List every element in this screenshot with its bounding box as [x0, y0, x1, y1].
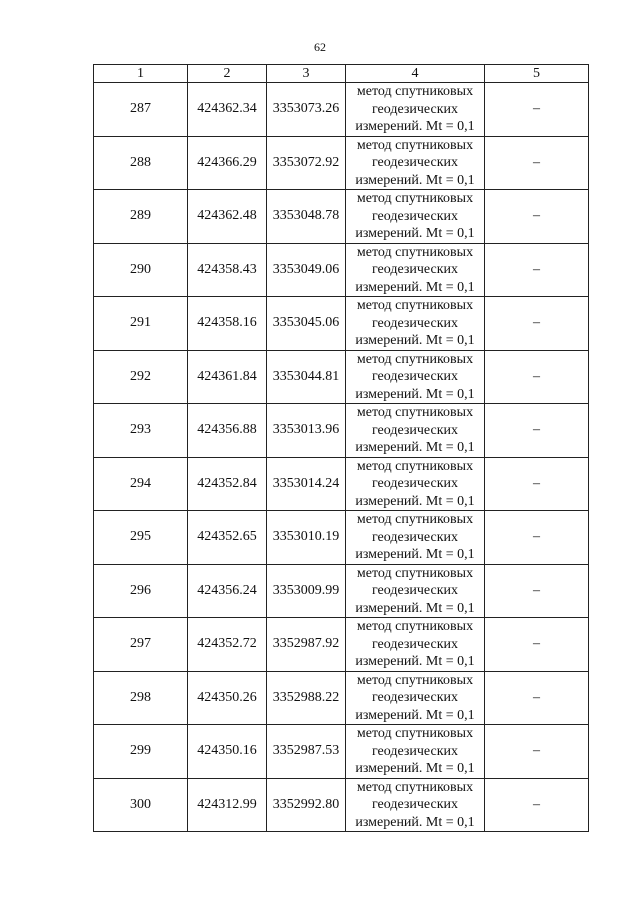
x-coordinate-cell: 424362.34: [188, 83, 267, 137]
x-coordinate-cell: 424352.65: [188, 511, 267, 565]
method-line: измерений. Mt = 0,1: [355, 279, 475, 295]
column-5-cell: –: [485, 671, 589, 725]
method-line: измерений. Mt = 0,1: [355, 814, 475, 830]
method-line: измерений. Mt = 0,1: [355, 440, 475, 455]
method-cell: [346, 350, 485, 404]
table-body: [94, 83, 589, 832]
point-number-cell: 296: [94, 564, 188, 618]
method-line: геодезических: [371, 208, 458, 224]
table-row: [94, 778, 589, 832]
point-number-cell: 297: [94, 618, 188, 672]
method-line: измерений. Mt = 0,1: [355, 707, 475, 723]
column-header: 5: [485, 65, 589, 83]
method-line: геодезических: [371, 476, 458, 491]
method-line: геодезических: [371, 529, 458, 545]
method-line: геодезических: [371, 155, 458, 170]
method-line: метод спутниковых: [356, 191, 474, 206]
column-header: 2: [188, 65, 267, 83]
point-number-cell: 295: [94, 511, 188, 565]
table-row: [94, 350, 589, 404]
x-coordinate-cell: 424362.48: [188, 190, 267, 244]
x-coordinate-cell: 424312.99: [188, 778, 267, 832]
y-coordinate-cell: 3352992.80: [267, 778, 346, 832]
table-row: [94, 671, 589, 725]
y-coordinate-cell: 3352988.22: [267, 671, 346, 725]
method-line: геодезических: [371, 369, 458, 384]
point-number-cell: 294: [94, 457, 188, 511]
y-coordinate-cell: 3353072.92: [267, 136, 346, 190]
method-line: измерений. Mt = 0,1: [355, 600, 475, 616]
method-line: измерений. Mt = 0,1: [355, 172, 475, 188]
method-cell: [346, 671, 485, 725]
y-coordinate-cell: 3353045.06: [267, 297, 346, 351]
method-line: метод спутниковых: [356, 137, 474, 153]
table-row: [94, 564, 589, 618]
method-cell: [346, 778, 485, 832]
column-5-cell: –: [485, 778, 589, 832]
table-row: [94, 618, 589, 672]
method-line: геодезических: [371, 315, 458, 331]
method-line: геодезических: [371, 797, 458, 812]
x-coordinate-cell: 424366.29: [188, 136, 267, 190]
method-line: метод спутниковых: [356, 619, 474, 634]
page-number: 62: [314, 40, 326, 54]
method-cell: [346, 511, 485, 565]
x-coordinate-cell: 424350.26: [188, 671, 267, 725]
y-coordinate-cell: 3352987.53: [267, 725, 346, 779]
point-number-cell: 288: [94, 136, 188, 190]
column-5-cell: –: [485, 350, 589, 404]
y-coordinate-cell: 3353049.06: [267, 243, 346, 297]
x-coordinate-cell: 424352.72: [188, 618, 267, 672]
point-number-cell: 293: [94, 404, 188, 458]
y-coordinate-cell: 3352987.92: [267, 618, 346, 672]
method-cell: [346, 136, 485, 190]
x-coordinate-cell: 424352.84: [188, 457, 267, 511]
method-line: метод спутниковых: [356, 84, 474, 99]
method-line: метод спутниковых: [356, 458, 474, 474]
method-line: метод спутниковых: [356, 244, 474, 260]
method-line: геодезических: [371, 101, 458, 117]
x-coordinate-cell: 424356.24: [188, 564, 267, 618]
method-line: метод спутниковых: [356, 726, 474, 741]
column-5-cell: –: [485, 190, 589, 244]
table-row: [94, 725, 589, 779]
y-coordinate-cell: 3353013.96: [267, 404, 346, 458]
method-line: измерений. Mt = 0,1: [355, 654, 475, 669]
method-line: метод спутниковых: [356, 351, 474, 367]
x-coordinate-cell: 424358.16: [188, 297, 267, 351]
point-number-cell: 291: [94, 297, 188, 351]
column-5-cell: –: [485, 243, 589, 297]
table-row: [94, 190, 589, 244]
method-line: измерений. Mt = 0,1: [355, 226, 475, 241]
method-line: геодезических: [371, 583, 458, 598]
method-line: метод спутниковых: [356, 565, 474, 581]
point-number-cell: 300: [94, 778, 188, 832]
method-line: метод спутниковых: [356, 672, 474, 688]
column-5-cell: –: [485, 83, 589, 137]
method-line: метод спутниковых: [356, 512, 474, 527]
table-row: [94, 243, 589, 297]
method-cell: [346, 618, 485, 672]
method-cell: [346, 564, 485, 618]
method-line: измерений. Mt = 0,1: [355, 547, 475, 562]
point-number-cell: 298: [94, 671, 188, 725]
table-row: [94, 83, 589, 137]
y-coordinate-cell: 3353044.81: [267, 350, 346, 404]
method-cell: [346, 404, 485, 458]
method-cell: [346, 83, 485, 137]
y-coordinate-cell: 3353014.24: [267, 457, 346, 511]
method-cell: [346, 190, 485, 244]
coordinates-table: [93, 64, 589, 832]
method-cell: [346, 457, 485, 511]
method-line: метод спутниковых: [356, 779, 474, 795]
method-line: измерений. Mt = 0,1: [355, 386, 475, 402]
column-header: 3: [267, 65, 346, 83]
method-cell: [346, 725, 485, 779]
table-header-row: [94, 65, 589, 83]
column-5-cell: –: [485, 511, 589, 565]
column-5-cell: –: [485, 404, 589, 458]
y-coordinate-cell: 3353010.19: [267, 511, 346, 565]
column-header: 1: [94, 65, 188, 83]
method-line: метод спутниковых: [356, 405, 474, 420]
x-coordinate-cell: 424356.88: [188, 404, 267, 458]
table-row: [94, 511, 589, 565]
point-number-cell: 299: [94, 725, 188, 779]
point-number-cell: 287: [94, 83, 188, 137]
column-5-cell: –: [485, 297, 589, 351]
point-number-cell: 292: [94, 350, 188, 404]
x-coordinate-cell: 424358.43: [188, 243, 267, 297]
method-line: измерений. Mt = 0,1: [355, 761, 475, 776]
table-row: [94, 404, 589, 458]
table-row: [94, 297, 589, 351]
method-line: геодезических: [371, 743, 458, 759]
method-cell: [346, 243, 485, 297]
y-coordinate-cell: 3353048.78: [267, 190, 346, 244]
y-coordinate-cell: 3353073.26: [267, 83, 346, 137]
method-line: геодезических: [371, 262, 458, 277]
method-line: измерений. Mt = 0,1: [355, 333, 475, 348]
method-line: метод спутниковых: [356, 298, 474, 313]
x-coordinate-cell: 424361.84: [188, 350, 267, 404]
column-5-cell: –: [485, 457, 589, 511]
method-cell: [346, 297, 485, 351]
method-line: геодезических: [371, 690, 458, 705]
column-5-cell: –: [485, 136, 589, 190]
method-line: измерений. Mt = 0,1: [355, 119, 475, 134]
point-number-cell: 289: [94, 190, 188, 244]
column-5-cell: –: [485, 618, 589, 672]
table-row: [94, 457, 589, 511]
y-coordinate-cell: 3353009.99: [267, 564, 346, 618]
x-coordinate-cell: 424350.16: [188, 725, 267, 779]
method-line: геодезических: [371, 422, 458, 438]
table-row: [94, 136, 589, 190]
method-line: геодезических: [371, 636, 458, 652]
method-line: измерений. Mt = 0,1: [355, 493, 475, 509]
point-number-cell: 290: [94, 243, 188, 297]
column-5-cell: –: [485, 725, 589, 779]
column-5-cell: –: [485, 564, 589, 618]
column-header: 4: [346, 65, 485, 83]
